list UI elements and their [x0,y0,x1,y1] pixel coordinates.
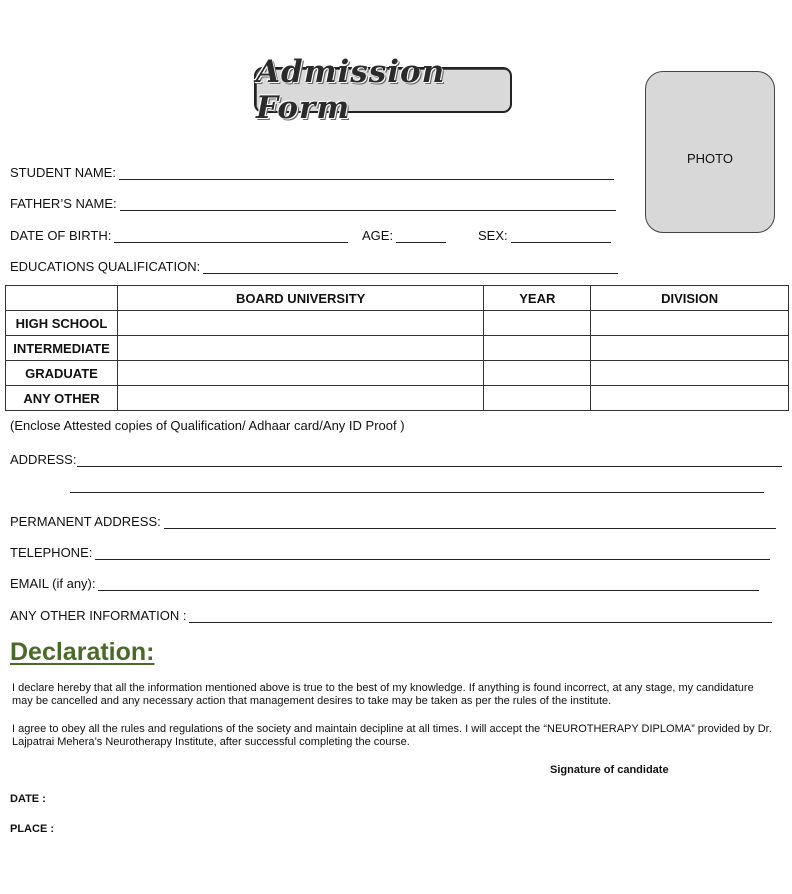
address-line[interactable] [77,454,782,467]
address-label: ADDRESS: [10,452,77,467]
age-label: AGE: [362,228,394,243]
cell-board[interactable] [117,386,483,411]
fathers-name-label: FATHER’S NAME: [10,196,117,211]
other-info-label: ANY OTHER INFORMATION : [10,608,187,623]
table-row [6,311,789,336]
photo-label: PHOTO [687,151,733,166]
cell-year[interactable] [484,386,591,411]
sex-line[interactable] [511,230,611,243]
permanent-address-field[interactable] [10,511,776,529]
table-row [6,361,789,386]
permanent-address-label: PERMANENT ADDRESS: [10,514,161,529]
table-row [6,336,789,361]
other-info-line[interactable] [189,610,772,623]
row-label-any-other: ANY OTHER [6,386,118,411]
declaration-paragraph-1: I declare hereby that all the information mentioned above is true to the best of my knowledge. If anything is found incorrect, at any stage, my candidature may be cancelled and any necessary action that management desires to take may be taken as per the rules of the institute. [12,682,754,707]
table-header-row [6,286,789,311]
email-field[interactable] [10,573,759,591]
sex-label: SEX: [478,228,508,243]
cell-year[interactable] [484,311,591,336]
date-label: DATE : [10,793,46,805]
date-of-birth-field[interactable] [10,225,348,243]
row-label-graduate: GRADUATE [6,361,118,386]
education-field[interactable] [10,256,618,274]
email-label: EMAIL (if any): [10,576,96,591]
education-table [5,285,789,411]
telephone-line[interactable] [95,547,770,560]
fathers-name-field[interactable] [10,193,616,211]
declaration-paragraph-2: I agree to obey all the rules and regulations of the society and maintain decipline at all times. I will accept the “NEUROTHERAPY DIPLOMA” provided by Dr. Lajpatrai Mehera’s Neurotherapy Institute, after successful completing the course. [12,723,772,748]
cell-board[interactable] [117,311,483,336]
form-title: Admission Form [256,54,446,126]
table-header-division: DIVISION [591,286,789,311]
permanent-address-line[interactable] [164,516,776,529]
cell-board[interactable] [117,336,483,361]
age-field[interactable] [362,225,446,243]
signature-label: Signature of candidate [550,764,669,776]
cell-year[interactable] [484,336,591,361]
photo-box[interactable] [645,71,775,233]
telephone-field[interactable] [10,542,770,560]
declaration-heading: Declaration: [10,638,155,666]
age-line[interactable] [396,230,446,243]
education-label: EDUCATIONS QUALIFICATION: [10,259,201,274]
date-of-birth-label: DATE OF BIRTH: [10,228,112,243]
fathers-name-line[interactable] [120,198,616,211]
form-title-box [254,54,512,126]
telephone-label: TELEPHONE: [10,545,93,560]
table-header-blank [6,286,118,311]
row-label-high-school: HIGH SCHOOL [6,311,118,336]
row-label-intermediate: INTERMEDIATE [6,336,118,361]
student-name-label: STUDENT NAME: [10,165,116,180]
cell-year[interactable] [484,361,591,386]
email-line[interactable] [98,578,759,591]
cell-division[interactable] [591,311,789,336]
table-row [6,386,789,411]
sex-field[interactable] [478,225,611,243]
table-header-year: YEAR [484,286,591,311]
student-name-line[interactable] [119,167,614,180]
date-of-birth-line[interactable] [114,230,348,243]
enclose-note: (Enclose Attested copies of Qualification/ Adhaar card/Any ID Proof ) [10,418,405,433]
education-line[interactable] [203,261,618,274]
other-info-field[interactable] [10,605,772,623]
cell-division[interactable] [591,361,789,386]
address-line-2[interactable] [70,482,764,493]
cell-board[interactable] [117,361,483,386]
table-header-board-university: BOARD UNIVERSITY [117,286,483,311]
address-field[interactable] [10,449,782,467]
place-label: PLACE : [10,823,54,835]
cell-division[interactable] [591,386,789,411]
cell-division[interactable] [591,336,789,361]
student-name-field[interactable] [10,162,614,180]
